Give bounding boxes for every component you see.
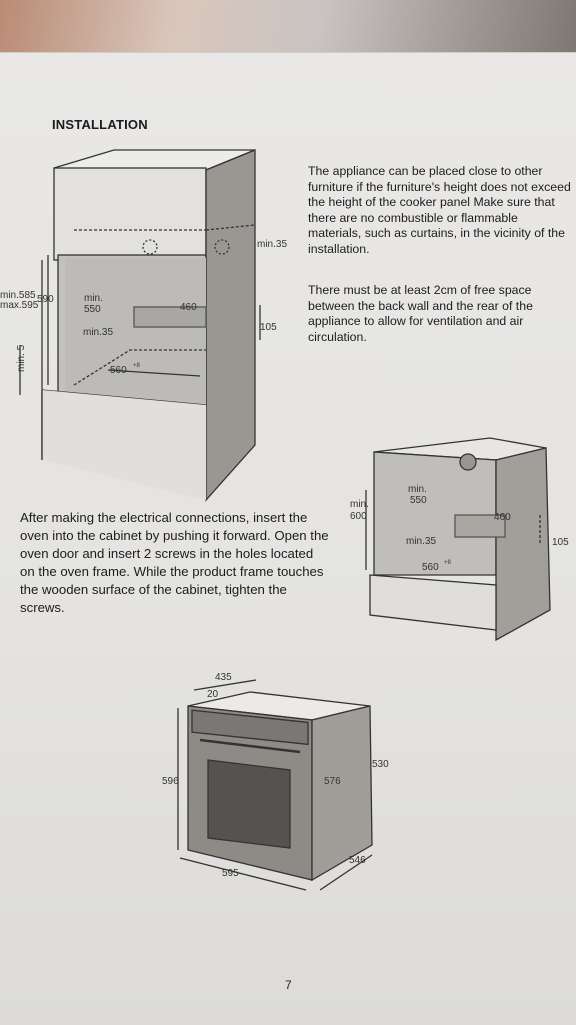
dim-min5: min. 5 [16, 344, 27, 372]
dim3-576: 576 [324, 776, 341, 787]
dim-560-tolerance: +8 [133, 363, 140, 369]
section-heading: INSTALLATION [52, 117, 148, 132]
dim-460: 460 [180, 302, 197, 313]
dim2-560: 560 [422, 562, 439, 573]
dim2-min600-value: 600 [350, 511, 367, 522]
dim3-435: 435 [215, 672, 232, 683]
dim2-460: 460 [494, 512, 511, 523]
dim-max595: max.595 [0, 300, 39, 311]
dim2-560-tolerance: +8 [444, 560, 451, 566]
dim3-546: 546 [349, 855, 366, 866]
dim-min35: min.35 [257, 239, 288, 250]
dim2-min35: min.35 [406, 536, 437, 547]
oven-diagram [178, 680, 372, 890]
cabinet-diagram [20, 150, 260, 500]
dim3-20: 20 [207, 689, 219, 700]
ventilation-paragraph: There must be at least 2cm of free space between the back wall and the rear of the appliance to allow for ventilation and air circulation. [308, 283, 533, 344]
dim-min585: min.585 [0, 290, 36, 301]
dim3-596: 596 [162, 776, 179, 787]
dim2-105: 105 [552, 537, 569, 548]
page-number: 7 [285, 978, 292, 992]
dim2-min550-label: min. [408, 484, 427, 495]
dim-min550-value: 550 [84, 304, 101, 315]
dim-min550-label: min. [84, 293, 103, 304]
dim2-min600-label: min. [350, 499, 369, 510]
placement-paragraph: The appliance can be placed close to other furniture if the furniture's height does not exceed the height of the cooker panel Make sure that there are no combustible or flammable materials, such as curtains, in the vicinity of the installation. [308, 164, 571, 256]
dim-min35-inner: min.35 [83, 327, 114, 338]
open-cabinet-diagram [366, 438, 550, 640]
mounting-paragraph: After making the electrical connections, insert the oven into the cabinet by pushing it forward. Open the oven door and insert 2 screws in the holes located on the oven frame. While the product frame touches the wooden surface of the cabinet, tighten the screws. [20, 510, 329, 615]
dim3-530: 530 [372, 759, 389, 770]
dim-590: 590 [37, 294, 54, 305]
dim2-min550-value: 550 [410, 495, 427, 506]
dim3-595: 595 [222, 868, 239, 879]
dim-105: 105 [260, 322, 277, 333]
dim-560: 560 [110, 365, 127, 376]
